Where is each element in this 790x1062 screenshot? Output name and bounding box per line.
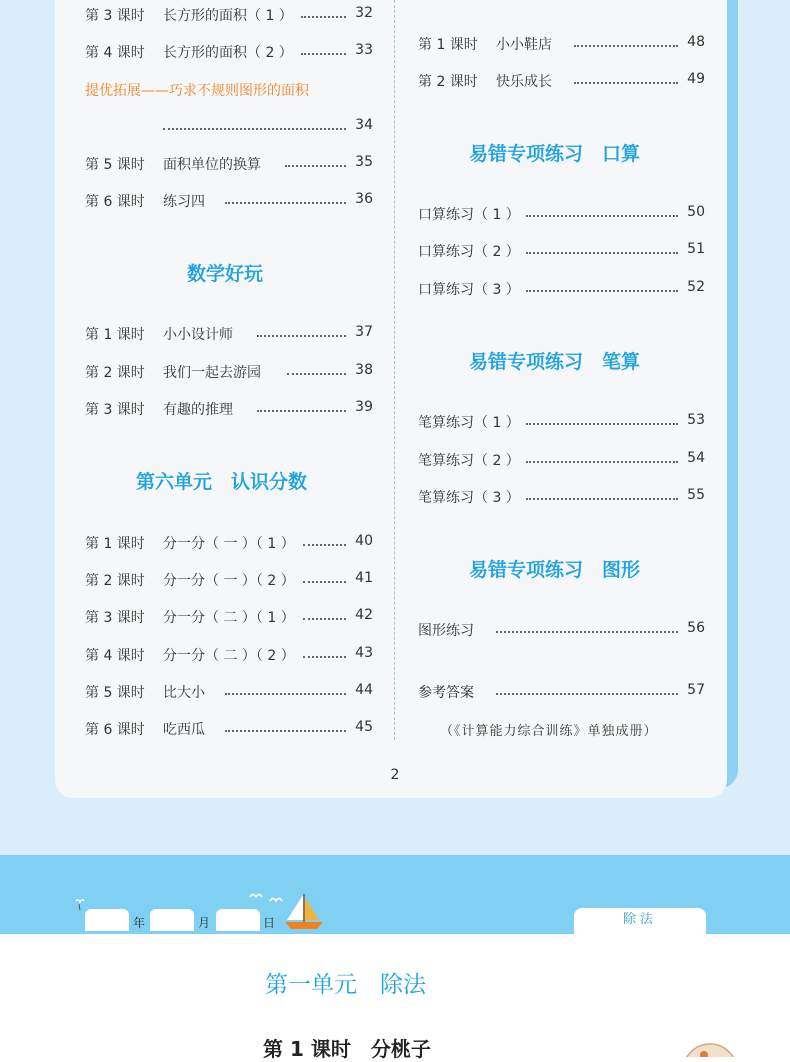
toc-row[interactable] [85, 682, 375, 704]
dot-leader [301, 53, 346, 55]
answers-title: 参考答案 [418, 685, 474, 701]
page-ref: 38 [355, 362, 373, 378]
dot-leader [163, 128, 346, 130]
lesson-title: 分一分（ 一 ）（ 1 ） [163, 536, 295, 552]
page-ref: 55 [687, 487, 705, 503]
lesson-number: 第 1 课时 [85, 536, 145, 552]
month-label: 月 [198, 916, 211, 930]
dot-leader [303, 618, 346, 620]
year-label: 年 [133, 916, 146, 930]
page-ref: 57 [687, 682, 705, 698]
section-heading: 易错专项练习 口算 [469, 143, 641, 165]
page-ref: 36 [355, 191, 373, 207]
lesson-number: 第 5 课时 [85, 157, 145, 173]
lesson-title: 快乐成长 [496, 74, 552, 90]
dot-leader [526, 252, 678, 254]
lesson-title: 面积单位的换算 [163, 157, 261, 173]
toc-row[interactable] [418, 71, 706, 93]
toc-row[interactable] [418, 34, 706, 56]
page-ref: 32 [355, 5, 373, 21]
dot-leader [225, 730, 346, 732]
toc-row[interactable] [85, 117, 375, 139]
seagull-icon [74, 897, 86, 911]
lesson-title: 小小设计师 [163, 327, 233, 343]
lesson-title: 长方形的面积（ 1 ） [163, 8, 293, 24]
lesson-number: 第 3 课时 [85, 8, 145, 24]
toc-row[interactable] [418, 412, 706, 434]
lesson-number: 第 3 课时 [85, 402, 145, 418]
lesson-number: 第 6 课时 [85, 722, 145, 738]
dot-leader [303, 544, 346, 546]
lesson-title: 小小鞋店 [496, 37, 552, 53]
toc-row[interactable] [418, 450, 706, 472]
dot-leader [225, 693, 346, 695]
page-ref: 35 [355, 154, 373, 170]
booklet-note: （《计算能力综合训练》单独成册） [440, 724, 658, 739]
toc-row[interactable] [418, 487, 706, 509]
exercise-title: 口算练习（ 3 ） [418, 282, 520, 298]
lesson-title: 分一分（ 二 ）（ 2 ） [163, 648, 295, 664]
page-ref: 37 [355, 324, 373, 340]
lesson-number: 第 6 课时 [85, 194, 145, 210]
dot-leader [526, 290, 678, 292]
dot-leader [526, 423, 678, 425]
mascot-icon [682, 1041, 738, 1057]
toc-row[interactable] [85, 191, 375, 213]
lesson-title: 吃西瓜 [163, 722, 205, 738]
page-ref: 41 [355, 570, 373, 586]
toc-row[interactable] [85, 154, 375, 176]
topic-tab[interactable]: 除法 [574, 908, 706, 935]
page-ref: 50 [687, 204, 705, 220]
lesson-title: 有趣的推理 [163, 402, 233, 418]
column-divider [394, 0, 395, 740]
dot-leader [526, 498, 678, 500]
toc-row[interactable] [85, 719, 375, 741]
lesson-title: 比大小 [163, 685, 205, 701]
section-heading: 易错专项练习 笔算 [469, 351, 641, 373]
lesson-number: 第 4 课时 [85, 45, 145, 61]
page-ref: 53 [687, 412, 705, 428]
toc-row[interactable] [85, 570, 375, 592]
sailboat-icon [283, 893, 325, 931]
dot-leader [257, 410, 346, 412]
seagull-icon [248, 889, 284, 907]
unit-title: 第一单元 除法 [265, 972, 426, 998]
page-ref: 52 [687, 279, 705, 295]
section-heading: 易错专项练习 图形 [469, 559, 641, 581]
page-ref: 43 [355, 645, 373, 661]
page-ref: 39 [355, 399, 373, 415]
dot-leader [285, 165, 346, 167]
toc-row[interactable] [418, 204, 706, 226]
lesson-number: 第 5 课时 [85, 685, 145, 701]
page-ref: 51 [687, 241, 705, 257]
toc-row[interactable] [85, 399, 375, 421]
toc-row[interactable] [418, 279, 706, 301]
lesson-title: 练习四 [163, 194, 205, 210]
dot-leader [303, 656, 346, 658]
dot-leader [303, 581, 346, 583]
page-ref: 45 [355, 719, 373, 735]
day-field[interactable] [216, 909, 260, 931]
lesson-title: 分一分（ 一 ）（ 2 ） [163, 573, 295, 589]
page-number: 2 [390, 767, 400, 783]
exercise-title: 笔算练习（ 3 ） [418, 490, 520, 506]
day-label: 日 [263, 916, 276, 930]
page-ref: 33 [355, 42, 373, 58]
page-ref: 42 [355, 607, 373, 623]
dot-leader [257, 335, 346, 337]
toc-row[interactable] [418, 241, 706, 263]
exercise-title: 笔算练习（ 1 ） [418, 415, 520, 431]
dot-leader [496, 631, 678, 633]
page-ref: 49 [687, 71, 705, 87]
lesson-title: 分一分（ 二 ）（ 1 ） [163, 610, 295, 626]
lesson-heading: 第 1 课时 分桃子 [263, 1037, 431, 1061]
page-ref: 34 [355, 117, 373, 133]
toc-row[interactable] [85, 42, 375, 64]
page-ref: 56 [687, 620, 705, 636]
toc-row[interactable] [85, 324, 375, 346]
lesson-title: 我们一起去游园 [163, 365, 261, 381]
lesson-title: 长方形的面积（ 2 ） [163, 45, 293, 61]
year-field[interactable] [85, 909, 129, 931]
dot-leader [574, 82, 678, 84]
dot-leader [526, 215, 678, 217]
toc-row[interactable] [85, 5, 375, 27]
extension-title[interactable]: 提优拓展——巧求不规则图形的面积 [85, 83, 309, 99]
exercise-title: 口算练习（ 1 ） [418, 207, 520, 223]
exercise-title: 口算练习（ 2 ） [418, 244, 520, 260]
page-ref: 40 [355, 533, 373, 549]
toc-row[interactable] [418, 682, 706, 704]
lesson-number: 第 4 课时 [85, 648, 145, 664]
dot-leader [574, 45, 678, 47]
dot-leader [225, 202, 346, 204]
dot-leader [301, 16, 346, 18]
month-field[interactable] [150, 909, 194, 931]
section-heading: 数学好玩 [187, 263, 264, 285]
dot-leader [287, 373, 346, 375]
section-heading: 第六单元 认识分数 [136, 471, 308, 493]
dot-leader [526, 461, 678, 463]
exercise-title: 笔算练习（ 2 ） [418, 453, 520, 469]
lesson-number: 第 2 课时 [85, 573, 145, 589]
toc-row[interactable] [85, 362, 375, 384]
page-ref: 54 [687, 450, 705, 466]
toc-row[interactable] [85, 607, 375, 629]
lesson-number: 第 1 课时 [85, 327, 145, 343]
exercise-title: 图形练习 [418, 623, 474, 639]
toc-row[interactable] [85, 645, 375, 667]
lesson-number: 第 3 课时 [85, 610, 145, 626]
toc-row[interactable] [418, 620, 706, 642]
dot-leader [496, 693, 678, 695]
lesson-number: 第 1 课时 [418, 37, 478, 53]
page-ref: 48 [687, 34, 705, 50]
lesson-number: 第 2 课时 [418, 74, 478, 90]
lesson-number: 第 2 课时 [85, 365, 145, 381]
page-ref: 44 [355, 682, 373, 698]
toc-row[interactable] [85, 533, 375, 555]
